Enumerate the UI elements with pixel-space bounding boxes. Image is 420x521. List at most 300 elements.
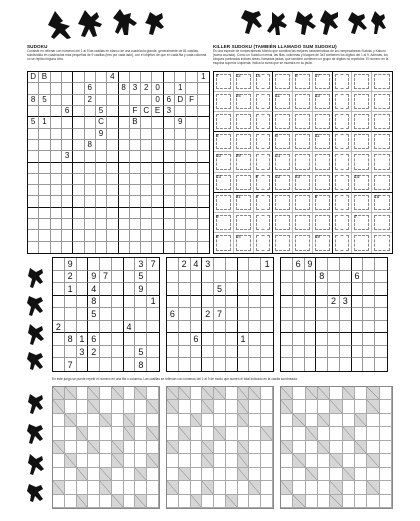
kakuro-cell[interactable] [135,441,147,454]
sudoku16-cell[interactable]: 6 [164,95,175,106]
killer-cell[interactable] [214,112,234,132]
sudoku9-cell[interactable] [281,346,293,359]
sudoku16-cell[interactable] [130,163,141,174]
sudoku16-cell[interactable] [62,83,73,94]
killer-cell[interactable] [372,152,392,172]
sudoku16-cell[interactable] [96,185,107,196]
sudoku16-cell[interactable] [73,83,84,94]
kakuro-cell[interactable] [380,414,392,427]
sudoku9-cell[interactable] [363,346,375,359]
kakuro-cell[interactable] [238,481,250,494]
sudoku16-cell[interactable] [51,242,62,253]
sudoku16-cell[interactable] [119,174,130,185]
sudoku9-cell[interactable] [167,321,179,334]
sudoku9-cell[interactable] [249,321,261,334]
sudoku16-cell[interactable] [28,185,39,196]
sudoku9-cell[interactable]: 6 [191,333,203,346]
sudoku16-cell[interactable] [51,72,62,83]
sudoku9-cell[interactable] [328,333,340,346]
sudoku16-cell[interactable] [73,95,84,106]
sudoku16-cell[interactable] [28,174,39,185]
sudoku9-cell[interactable] [293,321,305,334]
sudoku16-cell[interactable] [186,151,197,162]
sudoku16-cell[interactable] [51,117,62,128]
kakuro-cell[interactable] [147,414,159,427]
kakuro-cell[interactable] [179,441,191,454]
kakuro-cell[interactable] [100,427,112,440]
kakuro-cell[interactable] [65,441,77,454]
kakuro-cell[interactable] [53,495,65,508]
sudoku16-cell[interactable] [39,185,50,196]
sudoku16-cell[interactable] [164,185,175,196]
sudoku9-cell[interactable]: 1 [65,283,77,296]
killer-cell[interactable] [273,112,293,132]
sudoku16-cell[interactable] [73,140,84,151]
sudoku9-cell[interactable] [375,296,387,309]
sudoku9-cell[interactable] [124,333,136,346]
kakuro-cell[interactable] [167,427,179,440]
sudoku9-cell[interactable] [316,283,328,296]
sudoku16-cell[interactable] [198,117,209,128]
kakuro-cell[interactable] [135,481,147,494]
sudoku16-cell[interactable] [62,163,73,174]
sudoku16-cell[interactable] [152,219,163,230]
sudoku16-cell[interactable] [119,242,130,253]
kakuro-cell[interactable] [293,441,305,454]
sudoku9-cell[interactable] [53,308,65,321]
kakuro-cell[interactable] [112,427,124,440]
sudoku9-cell[interactable] [88,258,100,271]
killer-cell[interactable] [273,233,293,253]
sudoku9-cell[interactable] [363,358,375,371]
kakuro-cell[interactable] [367,468,379,481]
sudoku9-cell[interactable] [112,358,124,371]
sudoku9-cell[interactable] [363,258,375,271]
sudoku9-cell[interactable] [261,308,273,321]
sudoku9-cell[interactable] [363,296,375,309]
sudoku16-cell[interactable] [119,106,130,117]
killer-cell[interactable] [234,173,254,193]
sudoku16-cell[interactable] [96,196,107,207]
sudoku16-cell[interactable] [152,140,163,151]
sudoku9-cell[interactable] [77,271,89,284]
sudoku9-cell[interactable]: 5 [135,271,147,284]
kakuro-cell[interactable] [77,414,89,427]
killer-cell[interactable] [333,132,353,152]
kakuro-cell[interactable] [135,427,147,440]
kakuro-cell[interactable] [318,427,330,440]
killer-cell[interactable] [333,92,353,112]
kakuro-cell[interactable] [202,427,214,440]
killer-cell[interactable] [254,72,274,92]
kakuro-cell[interactable] [147,468,159,481]
sudoku9-cell[interactable] [77,258,89,271]
sudoku16-cell[interactable]: 5 [39,95,50,106]
sudoku9-cell[interactable] [305,321,317,334]
sudoku16-cell[interactable] [107,83,118,94]
sudoku9-cell[interactable] [261,283,273,296]
sudoku9-cell[interactable] [226,321,238,334]
sudoku9-cell[interactable] [112,283,124,296]
sudoku9-cell[interactable] [65,296,77,309]
sudoku9-cell[interactable] [77,296,89,309]
sudoku16-cell[interactable]: 3 [130,83,141,94]
killer-cell[interactable] [234,233,254,253]
sudoku9-cell[interactable]: 2 [179,258,191,271]
kakuro-cell[interactable] [202,414,214,427]
sudoku9-cell[interactable] [167,358,179,371]
sudoku9-cell[interactable] [100,308,112,321]
sudoku9-cell[interactable] [340,283,352,296]
sudoku9-cell[interactable] [238,258,250,271]
kakuro-cell[interactable] [65,427,77,440]
kakuro-cell[interactable] [179,454,191,467]
kakuro-cell[interactable] [179,414,191,427]
kakuro-cell[interactable] [249,427,261,440]
sudoku16-cell[interactable] [107,185,118,196]
sudoku16-cell[interactable] [164,163,175,174]
sudoku16-cell[interactable] [198,219,209,230]
sudoku16-cell[interactable] [164,219,175,230]
sudoku9-cell[interactable]: 8 [65,333,77,346]
sudoku9-cell[interactable] [100,258,112,271]
sudoku9-cell[interactable] [77,321,89,334]
sudoku9-cell[interactable] [238,346,250,359]
sudoku9-cell[interactable] [179,333,191,346]
kakuro-cell[interactable] [261,400,273,413]
killer-cell[interactable] [234,152,254,172]
sudoku9-cell[interactable] [293,358,305,371]
sudoku16-cell[interactable] [164,140,175,151]
sudoku16-cell[interactable]: F [186,95,197,106]
sudoku9-cell[interactable] [112,333,124,346]
sudoku16-cell[interactable] [85,219,96,230]
killer-cell[interactable] [293,193,313,213]
sudoku9-cell[interactable]: 5 [135,346,147,359]
killer-cell[interactable] [293,112,313,132]
sudoku16-cell[interactable] [119,185,130,196]
sudoku9-cell[interactable] [316,258,328,271]
sudoku9-cell[interactable] [293,346,305,359]
sudoku16-cell[interactable] [73,219,84,230]
sudoku9-cell[interactable] [375,346,387,359]
sudoku16-cell[interactable] [39,219,50,230]
sudoku9-cell[interactable] [167,346,179,359]
kakuro-cell[interactable] [261,468,273,481]
sudoku16-cell[interactable] [130,242,141,253]
sudoku16-cell[interactable] [152,174,163,185]
sudoku16-cell[interactable] [119,151,130,162]
killer-cell[interactable] [352,132,372,152]
sudoku9-cell[interactable] [375,258,387,271]
sudoku9-cell[interactable] [249,333,261,346]
sudoku9-cell[interactable] [214,321,226,334]
sudoku9-cell[interactable] [281,308,293,321]
kakuro-cell[interactable] [249,414,261,427]
sudoku16-cell[interactable]: B [39,72,50,83]
sudoku9-cell[interactable] [100,358,112,371]
sudoku16-cell[interactable]: 5 [96,106,107,117]
sudoku16-cell[interactable] [85,163,96,174]
sudoku9-cell[interactable] [261,333,273,346]
kakuro-cell[interactable] [191,481,203,494]
sudoku9-cell[interactable] [112,271,124,284]
sudoku9-cell[interactable] [147,333,159,346]
killer-cell[interactable] [254,233,274,253]
sudoku9-cell[interactable] [135,321,147,334]
killer-cell[interactable] [273,72,293,92]
kakuro-cell[interactable] [179,495,191,508]
sudoku16-cell[interactable] [85,129,96,140]
sudoku9-cell[interactable]: 8 [88,296,100,309]
kakuro-cell[interactable] [191,441,203,454]
kakuro-cell[interactable] [306,414,318,427]
sudoku16-cell[interactable] [119,129,130,140]
sudoku16-cell[interactable]: 6 [62,106,73,117]
kakuro-cell[interactable] [112,468,124,481]
sudoku16-cell[interactable] [152,129,163,140]
sudoku16-cell[interactable] [141,230,152,241]
sudoku16-cell[interactable] [96,219,107,230]
sudoku16-cell[interactable] [198,242,209,253]
kakuro-cell[interactable] [318,468,330,481]
sudoku16-cell[interactable] [51,185,62,196]
sudoku16-cell[interactable] [85,117,96,128]
sudoku16-cell[interactable] [141,140,152,151]
sudoku9-cell[interactable] [214,358,226,371]
sudoku16-cell[interactable] [186,117,197,128]
sudoku9-cell[interactable] [261,321,273,334]
sudoku16-cell[interactable] [62,242,73,253]
sudoku16-cell[interactable] [96,95,107,106]
kakuro-cell[interactable] [135,454,147,467]
kakuro-cell[interactable] [135,400,147,413]
sudoku9-cell[interactable] [340,258,352,271]
sudoku16-cell[interactable] [119,95,130,106]
sudoku9-cell[interactable] [293,271,305,284]
killer-cell[interactable] [333,72,353,92]
sudoku16-cell[interactable] [62,208,73,219]
sudoku9-cell[interactable] [226,346,238,359]
sudoku9-cell[interactable] [112,308,124,321]
killer-cell[interactable] [234,213,254,233]
killer-cell[interactable] [313,132,333,152]
sudoku9-cell[interactable] [363,271,375,284]
sudoku16-cell[interactable] [62,140,73,151]
sudoku9-cell[interactable]: 3 [77,346,89,359]
sudoku16-cell[interactable] [96,140,107,151]
sudoku9-cell[interactable] [124,283,136,296]
kakuro-cell[interactable] [53,468,65,481]
sudoku9-cell[interactable] [293,296,305,309]
sudoku9-cell[interactable] [340,271,352,284]
sudoku9-cell[interactable] [363,333,375,346]
sudoku9-cell[interactable] [375,308,387,321]
sudoku9-cell[interactable]: 7 [65,358,77,371]
sudoku16-cell[interactable]: 9 [96,129,107,140]
sudoku9-cell[interactable]: 1 [238,333,250,346]
kakuro-cell[interactable] [214,495,226,508]
killer-cell[interactable] [372,193,392,213]
sudoku16-cell[interactable] [152,117,163,128]
sudoku16-cell[interactable] [141,219,152,230]
kakuro-cell[interactable] [306,441,318,454]
killer-cell[interactable] [214,152,234,172]
sudoku9-cell[interactable] [238,321,250,334]
sudoku9-cell[interactable] [167,296,179,309]
sudoku9-cell[interactable] [53,296,65,309]
sudoku9-cell[interactable] [281,296,293,309]
sudoku16-cell[interactable] [186,83,197,94]
killer-cell[interactable] [372,72,392,92]
kakuro-cell[interactable] [191,454,203,467]
kakuro-cell[interactable] [261,481,273,494]
kakuro-cell[interactable] [343,400,355,413]
sudoku16-cell[interactable]: B [130,117,141,128]
sudoku9-cell[interactable] [135,296,147,309]
sudoku16-cell[interactable] [152,230,163,241]
sudoku16-cell[interactable] [39,174,50,185]
sudoku9-cell[interactable] [100,296,112,309]
sudoku16-cell[interactable] [186,185,197,196]
sudoku16-cell[interactable] [28,140,39,151]
sudoku9-cell[interactable] [340,358,352,371]
sudoku16-cell[interactable] [130,72,141,83]
kakuro-cell[interactable] [53,414,65,427]
sudoku16-cell[interactable] [73,242,84,253]
sudoku16-cell[interactable] [51,219,62,230]
kakuro-cell[interactable] [380,427,392,440]
sudoku9-cell[interactable] [249,271,261,284]
sudoku9-cell[interactable] [112,258,124,271]
sudoku9-cell[interactable] [147,346,159,359]
sudoku16-cell[interactable] [164,151,175,162]
sudoku9-cell[interactable] [88,321,100,334]
kakuro-cell[interactable] [293,387,305,400]
sudoku16-cell[interactable] [130,208,141,219]
kakuro-cell[interactable] [249,454,261,467]
sudoku9-cell[interactable]: 6 [88,333,100,346]
kakuro-cell[interactable] [124,454,136,467]
sudoku9-cell[interactable]: 7 [214,308,226,321]
kakuro-cell[interactable] [124,387,136,400]
killer-cell[interactable] [273,213,293,233]
sudoku9-cell[interactable] [281,321,293,334]
sudoku16-cell[interactable] [198,185,209,196]
sudoku16-cell[interactable] [164,83,175,94]
sudoku16-cell[interactable] [198,174,209,185]
sudoku9-cell[interactable]: 4 [88,283,100,296]
sudoku9-cell[interactable] [202,296,214,309]
sudoku16-cell[interactable] [119,117,130,128]
killer-cell[interactable] [234,92,254,112]
kakuro-cell[interactable] [281,454,293,467]
sudoku16-cell[interactable] [51,83,62,94]
sudoku16-cell[interactable] [130,230,141,241]
sudoku9-cell[interactable] [124,308,136,321]
sudoku16-cell[interactable] [164,174,175,185]
sudoku16-cell[interactable]: 4 [107,72,118,83]
sudoku9-cell[interactable]: 9 [135,283,147,296]
kakuro-cell[interactable] [343,441,355,454]
kakuro-cell[interactable] [380,454,392,467]
sudoku9-cell[interactable] [179,296,191,309]
sudoku16-cell[interactable] [130,185,141,196]
sudoku16-cell[interactable] [164,129,175,140]
killer-sudoku-grid[interactable] [213,71,393,254]
sudoku9-cell[interactable] [375,358,387,371]
sudoku9-cell[interactable]: 6 [167,308,179,321]
sudoku16-cell[interactable] [141,72,152,83]
killer-cell[interactable] [273,173,293,193]
sudoku16-cell[interactable] [62,72,73,83]
sudoku9-cell[interactable] [100,346,112,359]
kakuro-cell[interactable] [100,400,112,413]
kakuro-cell[interactable] [191,468,203,481]
sudoku16-cell[interactable] [39,242,50,253]
sudoku16-cell[interactable] [51,106,62,117]
sudoku16-cell[interactable] [73,163,84,174]
sudoku16-cell[interactable] [141,163,152,174]
sudoku16-cell[interactable] [39,208,50,219]
sudoku16-cell[interactable] [164,72,175,83]
sudoku16-cell[interactable] [73,174,84,185]
sudoku9-cell[interactable] [65,321,77,334]
sudoku9-cell[interactable]: 8 [316,271,328,284]
killer-cell[interactable] [333,112,353,132]
kakuro-cell[interactable] [293,468,305,481]
sudoku9-cell[interactable]: 2 [202,308,214,321]
sudoku9-cell[interactable] [316,308,328,321]
sudoku16-cell[interactable] [119,196,130,207]
kakuro-cell[interactable] [77,481,89,494]
sudoku9-cell[interactable] [375,283,387,296]
sudoku16-cell[interactable] [152,185,163,196]
sudoku16-cell[interactable] [186,219,197,230]
sudoku9-cell[interactable] [305,308,317,321]
killer-cell[interactable] [333,193,353,213]
sudoku9-cell[interactable] [53,346,65,359]
kakuro-cell[interactable] [306,495,318,508]
kakuro-cell[interactable] [330,414,342,427]
sudoku9-cell[interactable] [261,346,273,359]
sudoku9-cell[interactable]: 1 [147,296,159,309]
sudoku9-cell[interactable] [305,296,317,309]
kakuro-cell[interactable] [77,454,89,467]
sudoku16-cell[interactable] [73,72,84,83]
sudoku9-cell[interactable] [238,308,250,321]
sudoku9-cell[interactable] [281,358,293,371]
killer-cell[interactable] [372,112,392,132]
killer-cell[interactable] [372,132,392,152]
sudoku16-cell[interactable] [62,117,73,128]
kakuro-cell[interactable] [261,414,273,427]
sudoku9-cell[interactable] [167,258,179,271]
sudoku16-cell[interactable] [28,83,39,94]
kakuro-cell[interactable] [238,427,250,440]
sudoku16-cell[interactable] [141,117,152,128]
kakuro-cell[interactable] [343,454,355,467]
kakuro-cell[interactable] [100,495,112,508]
sudoku9-cell[interactable]: 9 [65,258,77,271]
sudoku16-cell[interactable] [175,163,186,174]
sudoku16-cell[interactable] [28,219,39,230]
sudoku9-cell[interactable] [328,358,340,371]
sudoku9-cell[interactable] [226,358,238,371]
sudoku16-cell[interactable] [85,106,96,117]
sudoku16-cell[interactable] [186,208,197,219]
kakuro-cell[interactable] [380,441,392,454]
